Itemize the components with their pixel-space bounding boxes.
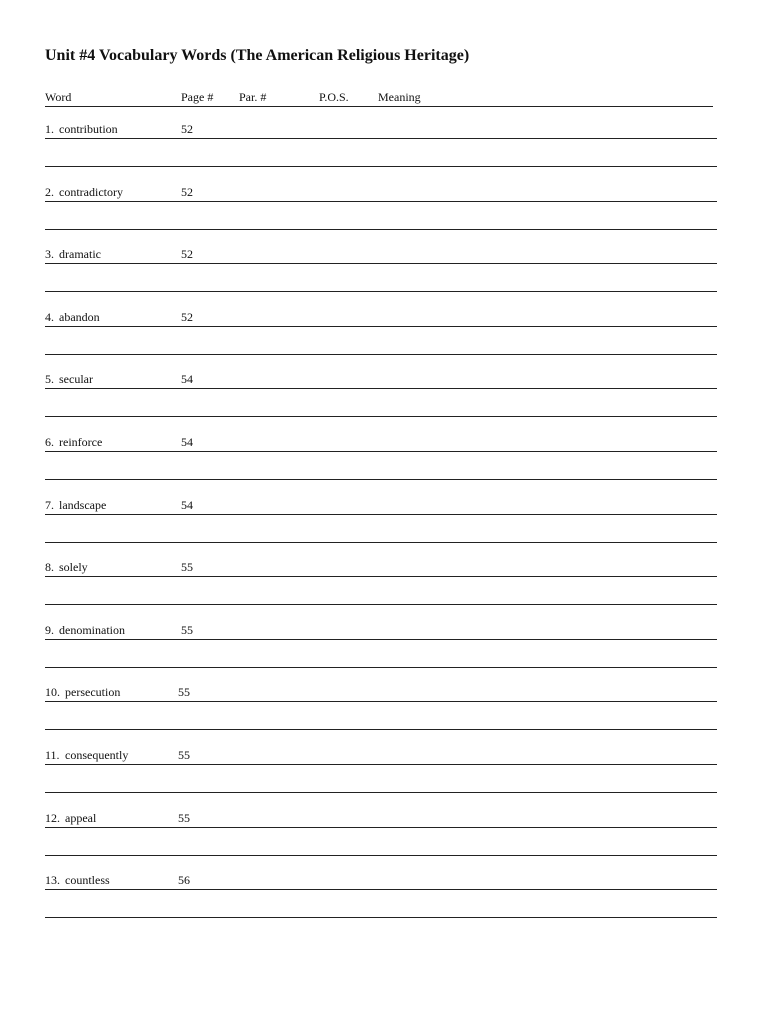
entry-word: landscape	[59, 498, 107, 512]
meaning-writing-line[interactable]	[45, 729, 717, 730]
vocab-entry[interactable]	[45, 185, 717, 202]
vocab-entry[interactable]	[45, 560, 717, 577]
meaning-writing-line[interactable]	[45, 291, 717, 292]
meaning-writing-line[interactable]	[45, 542, 717, 543]
vocab-entry[interactable]	[45, 811, 717, 828]
header-paragraph: Par. #	[239, 90, 267, 104]
entry-page-number: 55	[181, 560, 193, 574]
entry-number: 7.	[45, 498, 54, 512]
entry-word: consequently	[65, 748, 129, 762]
meaning-writing-line[interactable]	[45, 166, 717, 167]
entry-page-number: 55	[178, 811, 190, 825]
entry-word: denomination	[59, 623, 125, 637]
header-part-of-speech: P.O.S.	[319, 90, 349, 104]
vocab-entry[interactable]	[45, 748, 717, 765]
entry-word: appeal	[65, 811, 97, 825]
vocab-entry[interactable]	[45, 247, 717, 264]
vocab-entry[interactable]	[45, 498, 717, 515]
entry-word: solely	[59, 560, 88, 574]
page-title: Unit #4 Vocabulary Words (The American Religious Heritage)	[45, 47, 470, 64]
entry-page-number: 52	[181, 122, 193, 136]
entry-word: reinforce	[59, 435, 103, 449]
meaning-writing-line[interactable]	[45, 667, 717, 668]
entry-page-number: 52	[181, 247, 193, 261]
entry-word: contribution	[59, 122, 118, 136]
meaning-writing-line[interactable]	[45, 479, 717, 480]
entry-page-number: 54	[181, 435, 193, 449]
entry-number: 5.	[45, 372, 54, 386]
entry-number: 3.	[45, 247, 54, 261]
meaning-writing-line[interactable]	[45, 917, 717, 918]
meaning-writing-line[interactable]	[45, 354, 717, 355]
entry-number: 2.	[45, 185, 54, 199]
entry-word: dramatic	[59, 247, 101, 261]
entry-page-number: 56	[178, 873, 190, 887]
vocab-entry[interactable]	[45, 372, 717, 389]
entry-number: 8.	[45, 560, 54, 574]
meaning-writing-line[interactable]	[45, 792, 717, 793]
header-meaning: Meaning	[378, 90, 421, 104]
vocab-entry[interactable]	[45, 685, 717, 702]
entry-word: countless	[65, 873, 110, 887]
meaning-writing-line[interactable]	[45, 229, 717, 230]
column-header-row	[45, 90, 713, 107]
entry-number: 4.	[45, 310, 54, 324]
entry-page-number: 55	[178, 685, 190, 699]
header-page: Page #	[181, 90, 214, 104]
entry-word: contradictory	[59, 185, 123, 199]
vocab-entry[interactable]	[45, 310, 717, 327]
entry-number: 12.	[45, 811, 60, 825]
entry-number: 13.	[45, 873, 60, 887]
vocab-entry[interactable]	[45, 435, 717, 452]
meaning-writing-line[interactable]	[45, 604, 717, 605]
entry-number: 10.	[45, 685, 60, 699]
entry-page-number: 52	[181, 185, 193, 199]
meaning-writing-line[interactable]	[45, 855, 717, 856]
entry-word: abandon	[59, 310, 100, 324]
header-word: Word	[45, 90, 72, 104]
entry-page-number: 52	[181, 310, 193, 324]
entry-number: 6.	[45, 435, 54, 449]
entry-page-number: 55	[181, 623, 193, 637]
entry-page-number: 55	[178, 748, 190, 762]
vocab-entry[interactable]	[45, 873, 717, 890]
entry-page-number: 54	[181, 372, 193, 386]
entry-word: persecution	[65, 685, 121, 699]
meaning-writing-line[interactable]	[45, 416, 717, 417]
entry-number: 9.	[45, 623, 54, 637]
vocab-entry[interactable]	[45, 122, 717, 139]
vocab-entry[interactable]	[45, 623, 717, 640]
entry-number: 11.	[45, 748, 60, 762]
entry-word: secular	[59, 372, 93, 386]
entry-page-number: 54	[181, 498, 193, 512]
entry-number: 1.	[45, 122, 54, 136]
